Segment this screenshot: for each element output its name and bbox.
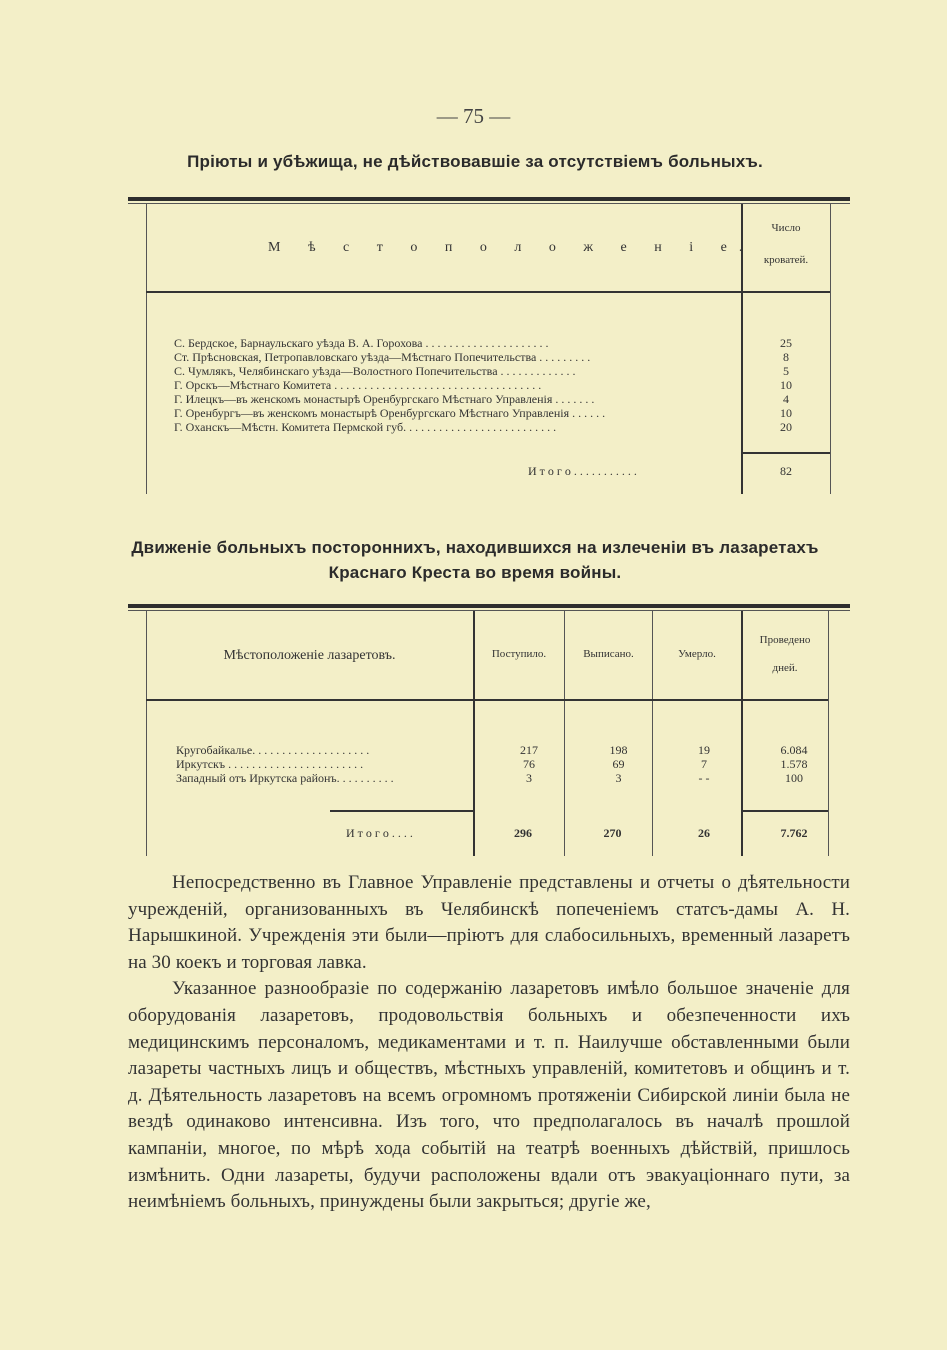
table2-header-admitted: Поступило. (491, 648, 547, 660)
table2-discharged: 3 (615, 771, 622, 785)
table2-days: 6.084 (780, 743, 808, 757)
table1-beds: 20 (780, 420, 792, 434)
table2-header-location: Мѣстоположеніе лазаретовъ. (223, 648, 396, 663)
table1-beds: 8 (783, 350, 789, 364)
table1-right-border (830, 204, 831, 494)
table1-title: Пріюты и убѣжища, не дѣйствовавшіе за отсутствіемъ больныхъ. (187, 152, 763, 171)
table2-total-admitted: 296 (514, 826, 532, 840)
table2-died: 19 (698, 743, 710, 757)
table1-place: С. Бердское, Барнаульскаго уѣзда В. А. Горохова . . . . . . . . . . . . . . . . . . . . . (174, 336, 549, 350)
table2-days: 100 (785, 771, 803, 785)
table2-total-discharged: 270 (603, 826, 622, 840)
table1-header-beds-line2: кроватей. (763, 254, 809, 266)
table1-beds: 10 (780, 406, 792, 420)
table1-total-label: И т о г о . . . . . . . . . . . (528, 464, 637, 478)
table1-total-beds: 82 (780, 464, 792, 478)
paragraph: Указанное разнообразіе по содержанію лазаретовъ имѣло большое значеніе для оборудованія лазаретовъ, продовольствія больныхъ и обезпеченности ихъ медицинскимъ персоналомъ, медикаментами и т. п. Наилучше обставленными были лазареты частныхъ лицъ и обществъ, мѣстныхъ управленій, комитетовъ и общинъ и т. д. Дѣятельность лазаретовъ на всемъ огромномъ протяженіи Сибирской линіи была не вездѣ одинаково интенсивна. Изъ того, что предполагалось въ началѣ прошлой кампаніи, многое, по мѣрѣ хода событій на театрѣ военныхъ дѣйствій, пришлось измѣнить. Одни лазареты, будучи расположены вдали отъ эвакуаціоннаго пути, за неимѣніемъ больныхъ, принуждены были закрыться; другіе же, (128, 978, 850, 1213)
table2-discharged: 69 (612, 757, 625, 771)
table1-header-location: М ѣ с т о п о л о ж е н і е. (268, 240, 755, 255)
table2-header-rule (146, 699, 828, 701)
table2-top-rule (128, 604, 850, 608)
table2-header-discharged: Выписано. (583, 648, 634, 660)
table2-discharged: 198 (609, 743, 628, 757)
table2-right-border (828, 611, 829, 856)
table2-total-rule-right (741, 810, 828, 812)
table2-died: 7 (701, 757, 707, 771)
table1-place: С. Чумлякъ, Челябинскаго уѣзда—Волостного Попечительства . . . . . . . . . . . . . (174, 364, 576, 378)
table2-died: - - (698, 771, 710, 785)
table2-total-died: 26 (698, 826, 710, 840)
table2-place: Иркутскъ . . . . . . . . . . . . . . . . . . . . . . . (176, 757, 364, 771)
table2-header-days-line1: Проведено (759, 634, 811, 646)
table2-admitted: 3 (526, 771, 532, 785)
table1-place: Г. Илецкъ—въ женскомъ монастырѣ Оренбургскаго Мѣстнаго Управленія . . . . . . . (174, 392, 595, 406)
table2-total-rule-left (330, 810, 473, 812)
body-text (128, 870, 850, 1216)
table1-total-rule (741, 452, 830, 454)
table1-place: Г. Орскъ—Мѣстнаго Комитета . . . . . . . . . . . . . . . . . . . . . . . . . . . . . . . . . . . (174, 378, 542, 392)
table1-beds: 5 (783, 364, 789, 378)
table2-days: 1.578 (780, 757, 808, 771)
paragraph: Непосредственно въ Главное Управленіе представлены и отчеты о дѣятельности учрежденій, организованныхъ въ Челябинскѣ попеченіемъ статсъ-дамы А. Н. Нарышкиной. Учрежденія эти были—пріютъ для слабосильныхъ, временный лазаретъ на 30 коекъ и торговая лавка. (128, 872, 850, 973)
table1-place: Ст. Прѣсновская, Петропавловскаго уѣзда—Мѣстнаго Попечительства . . . . . . . . . (174, 350, 591, 364)
table2-header-died: Умерло. (678, 648, 716, 660)
table2-admitted: 76 (523, 757, 535, 771)
table2-col-divider-4 (741, 611, 743, 856)
table2-total-days: 7.762 (780, 826, 808, 840)
table1-header-beds-line1: Число (771, 222, 801, 234)
table1-beds: 4 (783, 392, 789, 406)
table1-beds: 25 (780, 336, 792, 350)
table2-header-days-line2: дней. (772, 662, 798, 674)
table2-admitted: 217 (520, 743, 538, 757)
table1-beds: 10 (780, 378, 792, 392)
table1-header-rule (146, 291, 830, 293)
table2-total-label: И т о г о . . . . (346, 826, 413, 840)
table1-place: Г. Оренбургъ—въ женскомъ монастырѣ Оренбургскаго Мѣстнаго Управленія . . . . . . (174, 406, 606, 420)
table2-title-line2: Краснаго Креста во время войны. (328, 563, 622, 582)
table2-place: Западный отъ Иркутска районъ. . . . . . . . . . (176, 771, 394, 785)
table1-left-border (146, 204, 147, 494)
table1-place: Г. Оханскъ—Мѣстн. Комитета Пермской губ. . . . . . . . . . . . . . . . . . . . . . . . . . (174, 420, 557, 434)
table2-title-line1: Движеніе больныхъ постороннихъ, находившихся на излеченіи въ лазаретахъ (131, 538, 819, 557)
table1-top-rule (128, 197, 850, 201)
table2-place: Кругобайкалье. . . . . . . . . . . . . . . . . . . . (176, 743, 370, 757)
page-number: — 75 — (436, 104, 511, 128)
